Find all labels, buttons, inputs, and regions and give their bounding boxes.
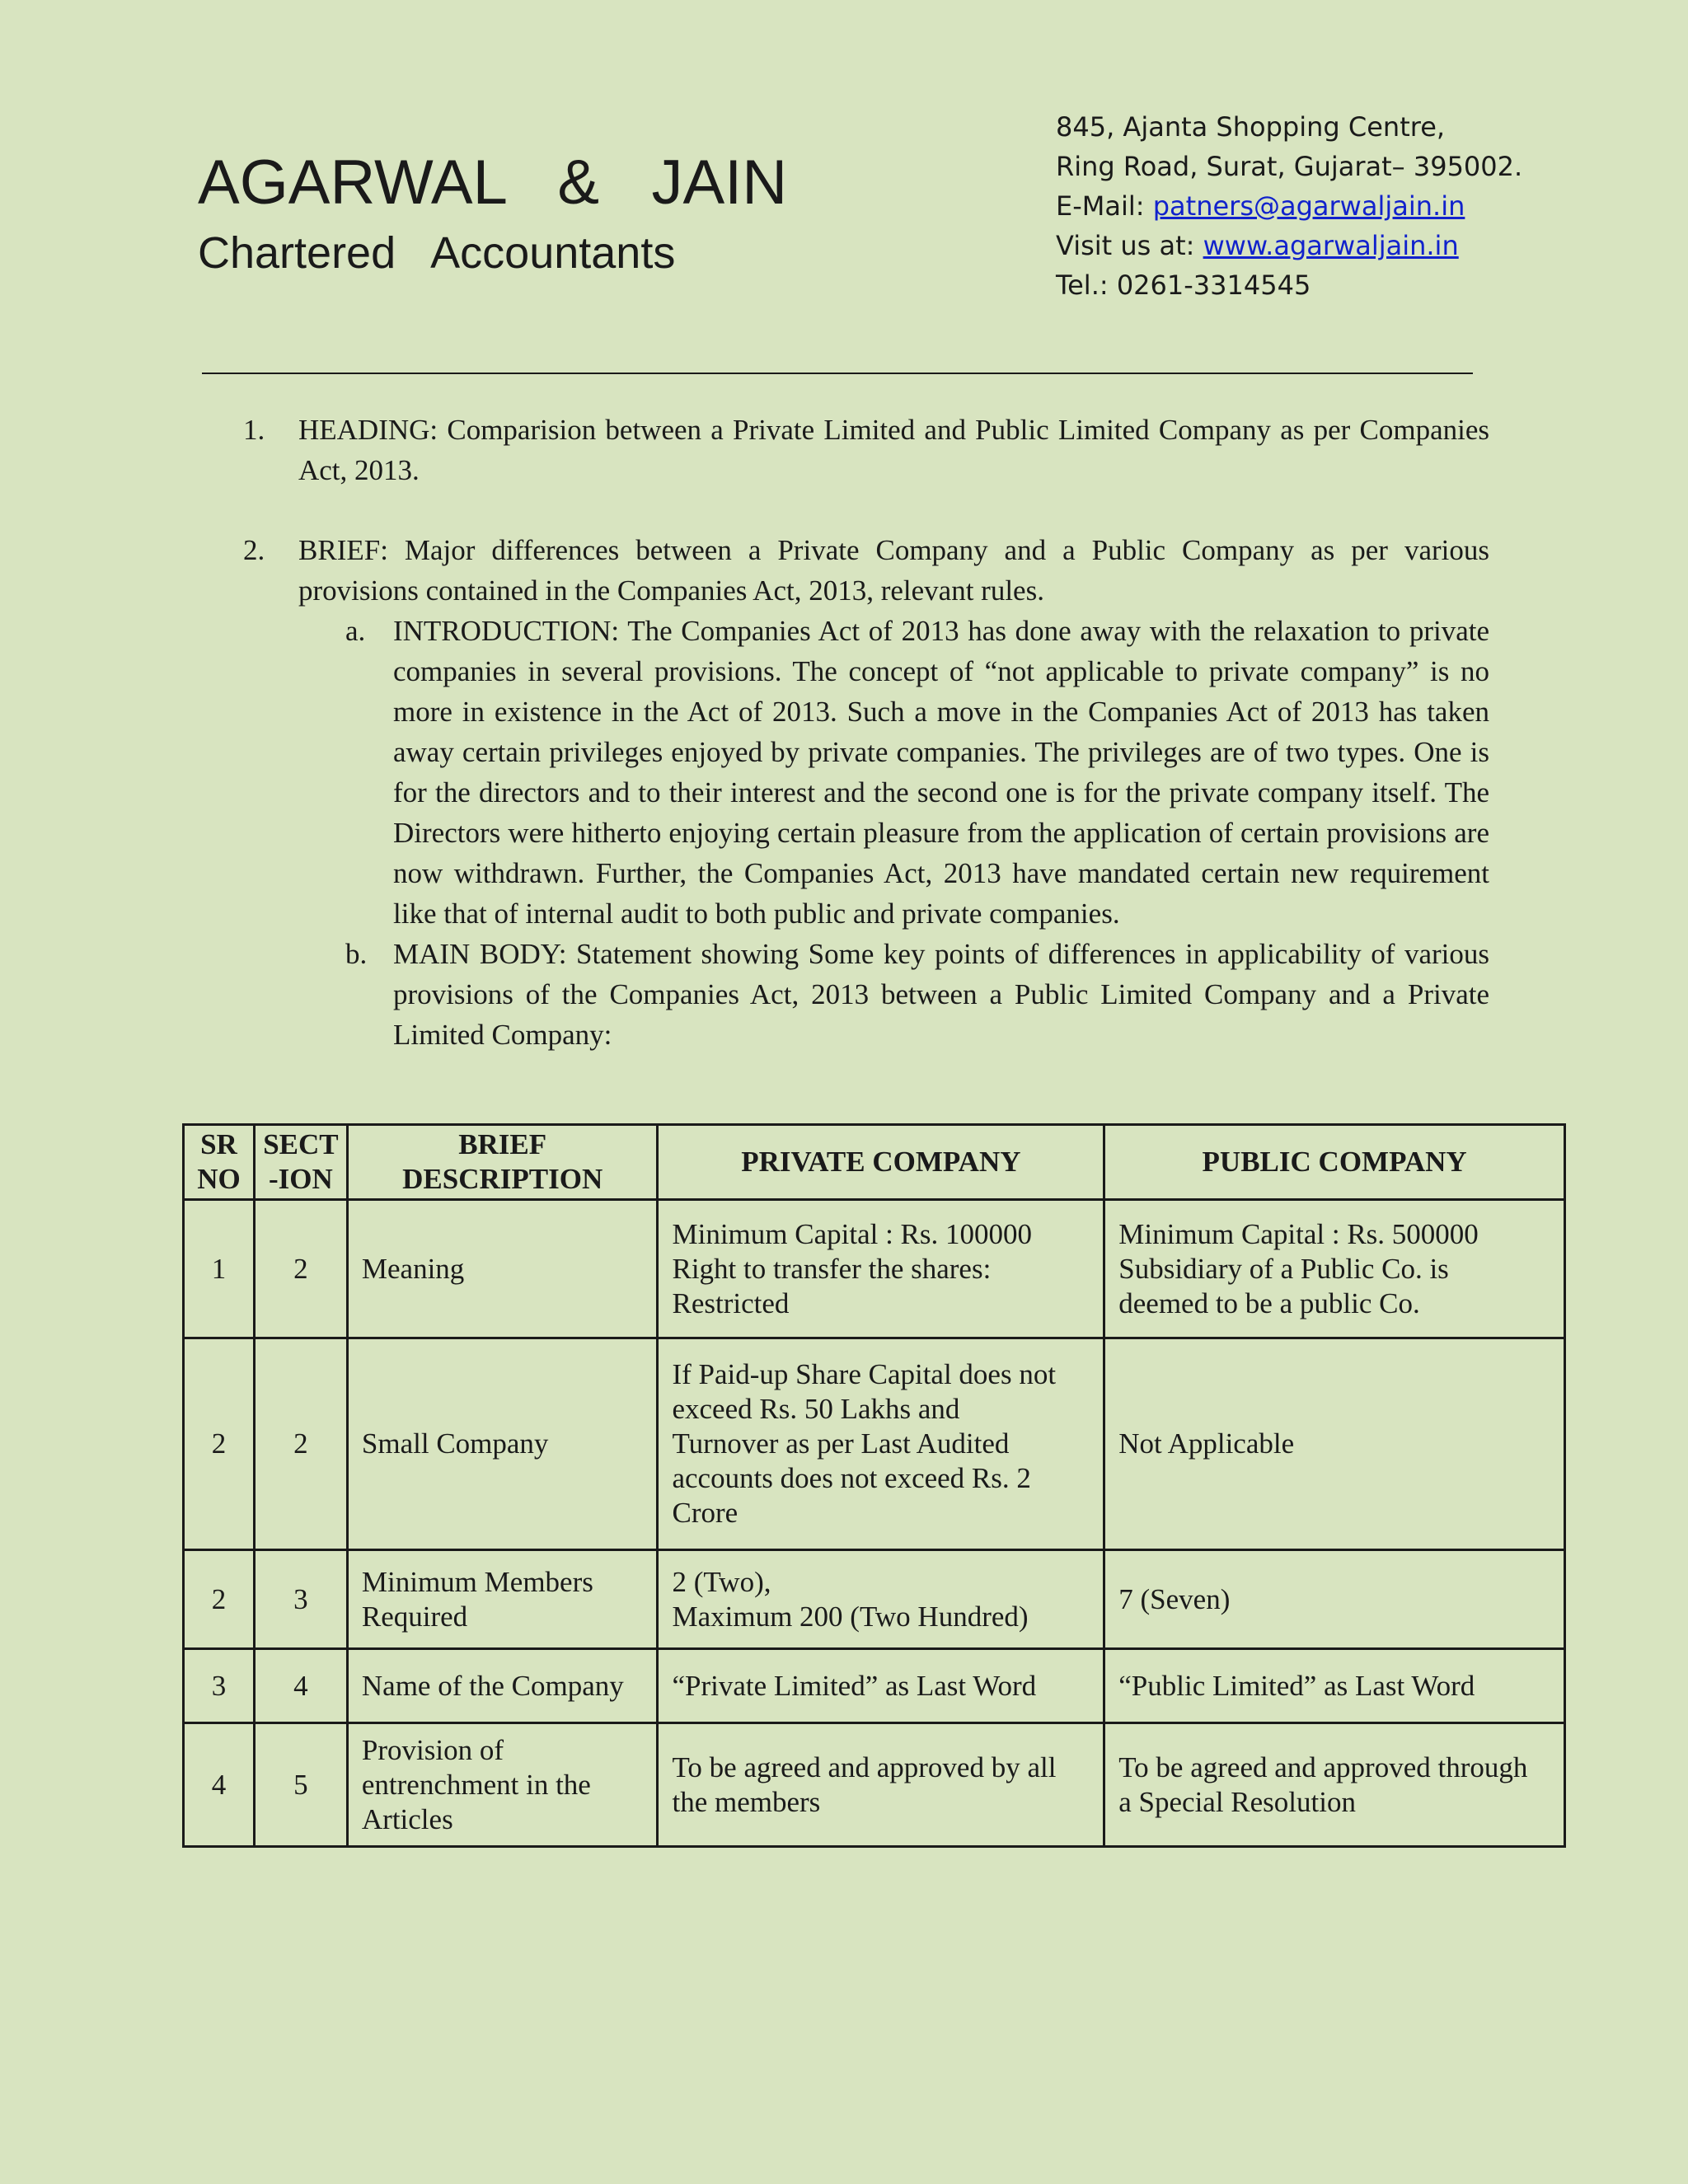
website-label: Visit us at:: [1056, 230, 1203, 261]
firm-name: AGARWAL & JAIN: [198, 148, 788, 218]
header-section: SECT -ION: [254, 1125, 347, 1200]
cell-private-company-line: “Private Limited” as Last Word: [672, 1669, 1037, 1702]
brief-number: 2.: [243, 534, 265, 566]
document-body: [243, 410, 1489, 1055]
comparison-table: [182, 1123, 1566, 1848]
cell-private-company: [658, 1649, 1104, 1723]
cell-public-company-line: 7 (Seven): [1118, 1582, 1231, 1615]
cell-description-line: Required: [361, 1600, 468, 1633]
brief-text: BRIEF: Major differences between a Private Company and a Public Company as per various provisions contained in the Companies Act, 2013, relevant rules.: [298, 534, 1489, 607]
table-row: [184, 1723, 1565, 1847]
email-link[interactable]: patners@agarwaljain.in: [1152, 190, 1465, 222]
cell-private-company-line: Minimum Capital : Rs. 100000: [672, 1217, 1033, 1250]
cell-section: 2: [254, 1338, 347, 1550]
cell-public-company-line: a Special Resolution: [1118, 1785, 1356, 1818]
email-label: E-Mail:: [1056, 190, 1153, 222]
heading-number: 1.: [243, 414, 265, 446]
header-private-company: PRIVATE COMPANY: [658, 1125, 1104, 1200]
cell-sr-no: 4: [184, 1723, 255, 1847]
header-sr-no: SR NO: [184, 1125, 255, 1200]
cell-section: 3: [254, 1550, 347, 1649]
table-row: [184, 1338, 1565, 1550]
cell-section: 5: [254, 1723, 347, 1847]
main-body-text: MAIN BODY: Statement showing Some key points of differences in applicability of various provisions of the Companies Act, 2013 between a Public Limited Company and a Private Limited Company:: [393, 938, 1489, 1051]
heading-text: HEADING: Comparision between a Private Limited and Public Limited Company as per Companies Act, 2013.: [298, 414, 1489, 486]
cell-private-company: [658, 1550, 1104, 1649]
cell-public-company-line: “Public Limited” as Last Word: [1118, 1669, 1475, 1702]
cell-private-company-line: If Paid-up Share Capital does not: [672, 1358, 1057, 1390]
contact-block: [1056, 107, 1522, 305]
cell-description-line: Articles: [361, 1802, 453, 1835]
cell-private-company-line: accounts does not exceed Rs. 2: [672, 1462, 1031, 1494]
header-divider: [202, 373, 1473, 374]
heading-item: [243, 410, 1489, 490]
table-body: [184, 1200, 1565, 1847]
table-row: [184, 1649, 1565, 1723]
cell-public-company: [1104, 1550, 1565, 1649]
cell-private-company-line: the members: [672, 1785, 821, 1818]
cell-private-company-line: To be agreed and approved by all: [672, 1750, 1057, 1783]
cell-description-line: Meaning: [361, 1252, 465, 1285]
cell-private-company: [658, 1338, 1104, 1550]
cell-private-company: [658, 1200, 1104, 1338]
cell-public-company: [1104, 1649, 1565, 1723]
table-header-row: [184, 1125, 1565, 1200]
website-line: [1056, 226, 1522, 265]
cell-private-company-line: exceed Rs. 50 Lakhs and: [672, 1393, 960, 1425]
cell-sr-no: 2: [184, 1338, 255, 1550]
introduction-text: INTRODUCTION: The Companies Act of 2013 has done away with the relaxation to private companies in several provisions. The concept of “not applicable to private company” is no more in existence in the Act of 2013. Such a move in the Companies Act of 2013 has taken away certain privileges enjoyed by private companies. The privileges are of two types. One is for the directors and to their interest and the second one is for the private company itself. The Directors were hitherto enjoying certain pleasure from the application of certain provisions are now withdrawn. Further, the Companies Act, 2013 have mandated certain new requirement like that of internal audit to both public and private companies.: [393, 615, 1489, 930]
cell-private-company-line: Turnover as per Last Audited: [672, 1427, 1010, 1460]
cell-private-company-line: Right to transfer the shares:: [672, 1252, 992, 1285]
cell-public-company-line: Not Applicable: [1118, 1427, 1295, 1460]
introduction-letter: a.: [345, 615, 366, 647]
cell-public-company-line: deemed to be a public Co.: [1118, 1286, 1420, 1319]
cell-sr-no: 3: [184, 1649, 255, 1723]
cell-section: 4: [254, 1649, 347, 1723]
website-link[interactable]: www.agarwaljain.in: [1203, 230, 1459, 261]
firm-subtitle: Chartered Accountants: [198, 228, 676, 278]
cell-public-company: [1104, 1200, 1565, 1338]
cell-public-company: [1104, 1338, 1565, 1550]
cell-public-company-line: Subsidiary of a Public Co. is: [1118, 1252, 1449, 1285]
cell-private-company-line: Maximum 200 (Two Hundred): [672, 1600, 1029, 1633]
telephone: Tel.: 0261-3314545: [1056, 269, 1311, 301]
cell-public-company-line: Minimum Capital : Rs. 500000: [1118, 1217, 1479, 1250]
cell-description: [347, 1723, 658, 1847]
cell-description-line: Provision of: [361, 1733, 504, 1766]
cell-description: [347, 1550, 658, 1649]
letterhead-firm: [198, 148, 787, 280]
cell-private-company: [658, 1723, 1104, 1847]
cell-description-line: Name of the Company: [361, 1669, 624, 1702]
table-row: [184, 1200, 1565, 1338]
cell-public-company: [1104, 1723, 1565, 1847]
cell-private-company-line: Restricted: [672, 1286, 790, 1319]
header-brief-description: BRIEF DESCRIPTION: [347, 1125, 658, 1200]
cell-description: [347, 1338, 658, 1550]
email-line: [1056, 186, 1522, 226]
header-public-company: PUBLIC COMPANY: [1104, 1125, 1565, 1200]
cell-sr-no: 2: [184, 1550, 255, 1649]
address-line-2: Ring Road, Surat, Gujarat– 395002.: [1056, 151, 1523, 182]
cell-private-company-line: 2 (Two),: [672, 1565, 771, 1598]
brief-item: [243, 530, 1489, 611]
cell-description-line: Minimum Members: [361, 1565, 593, 1598]
main-body-letter: b.: [345, 938, 368, 970]
cell-description-line: Small Company: [361, 1427, 549, 1460]
cell-public-company-line: To be agreed and approved through: [1118, 1750, 1528, 1783]
cell-sr-no: 1: [184, 1200, 255, 1338]
introduction-item: [345, 611, 1489, 934]
cell-description: [347, 1200, 658, 1338]
table-row: [184, 1550, 1565, 1649]
cell-section: 2: [254, 1200, 347, 1338]
cell-description-line: entrenchment in the: [361, 1768, 591, 1801]
cell-description: [347, 1649, 658, 1723]
address-line-1: 845, Ajanta Shopping Centre,: [1056, 111, 1446, 143]
main-body-item: [345, 934, 1489, 1055]
cell-private-company-line: Crore: [672, 1497, 738, 1529]
